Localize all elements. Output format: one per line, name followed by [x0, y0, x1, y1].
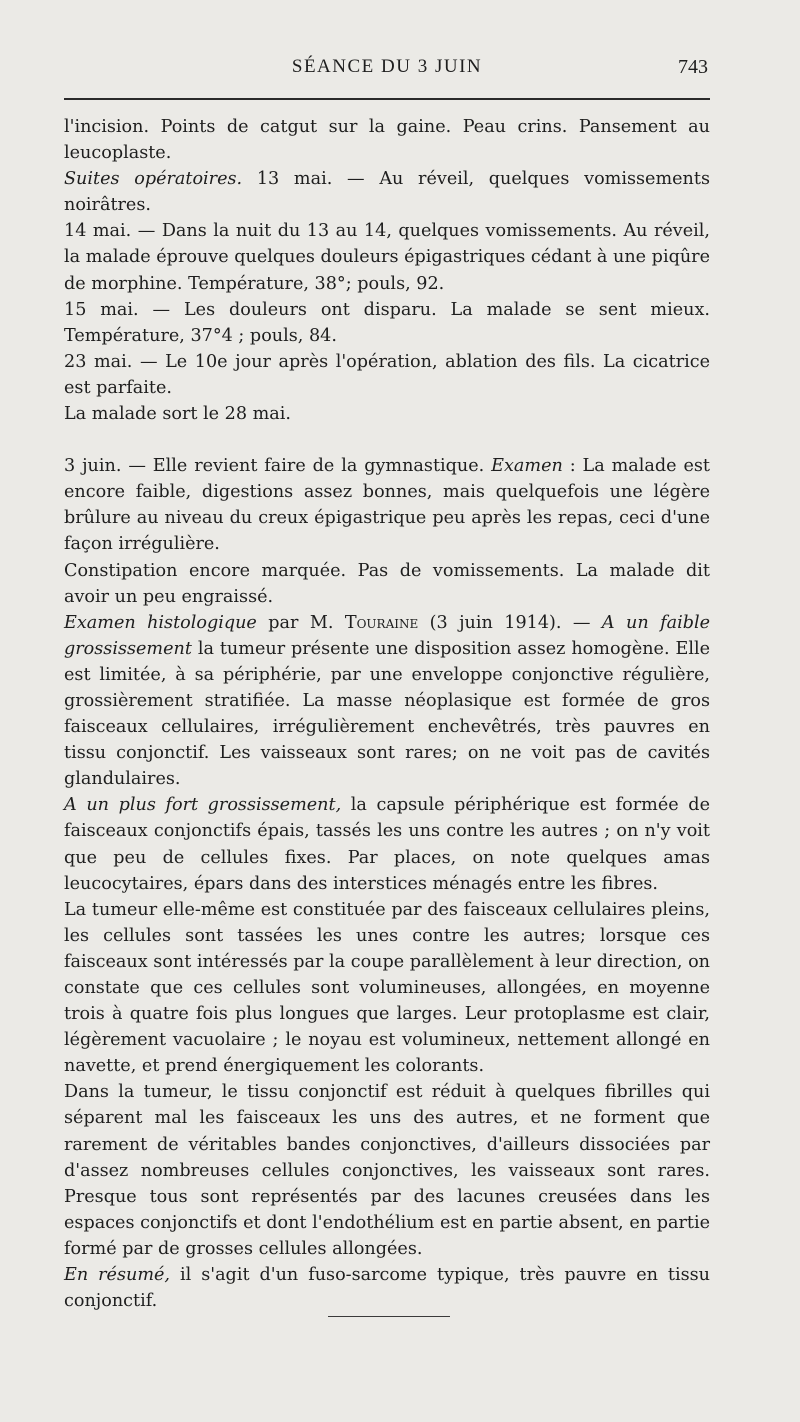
italic-text: A un plus fort grossissement,: [64, 795, 342, 816]
text-run: Dans la tumeur, le tissu conjonctif est réduit à quelques fibrilles qui séparent mal les faisceaux les uns des autres, et ne forment que rarement de véritables bandes conjonctives, d'ailleurs dissociées par d'assez nombreuses cellules conjonctives, les vaisseaux sont rares. Presque tous sont représentés par des lacunes creusées dans les espaces conjonctifs et dont l'endothélium est en partie absent, en partie formé par de grosses cellules allongées.: [64, 1082, 710, 1259]
text-run: par M.: [256, 612, 345, 633]
paragraph: [64, 297, 710, 349]
running-title: SÉANCE DU 3 JUIN: [291, 56, 483, 77]
paragraph: [64, 792, 710, 896]
text-run: 14 mai. — Dans la nuit du 13 au 14, quelques vomissements. Au réveil, la malade éprouve quelques douleurs épigastriques cédant à une piqûre de morphine. Température, 38°; pouls, 92.: [64, 221, 710, 294]
paragraph: [64, 349, 710, 401]
text-run: la tumeur présente une disposition assez homogène. Elle est limitée, à sa périphérie, par une enveloppe conjonctive régulière, grossièrement stratifiée. La masse néoplasique est formée de gros faisceaux cellulaires, irrégulièrement enchevêtrés, très pauvres en tissu conjonctif. Les vaisseaux sont rares; on ne voit pas de cavités glandulaires.: [64, 638, 710, 790]
text-run: (3 juin 1914). —: [418, 612, 602, 633]
text-run: : La malade est encore faible, digestions assez bonnes, mais quelquefois une légère brûlure au niveau du creux épigastrique peu après les repas, ceci d'une façon irrégulière.: [64, 456, 710, 555]
text-run: la capsule périphérique est formée de faisceaux conjonctifs épais, tassés les uns contre les autres ; on n'y voit que peu de cellules fixes. Par places, on note quelques amas leucocytaires, épars dans des interstices ménagés entre les fibres.: [64, 795, 710, 894]
italic-text: Examen histologique: [64, 612, 257, 633]
paragraph: [64, 218, 710, 296]
text-run: La tumeur elle-même est constituée par des faisceaux cellulaires pleins, les cellules sont tassées les unes contre les autres; lorsque ces faisceaux sont intéressés par la coupe parallèlement à leur direction, on constate que ces cellules sont volumineuses, allongées, en moyenne trois à quatre fois plus longues que larges. Leur protoplasme est clair, légèrement vacuolaire ; le noyau est volumineux, nettement allongé en navette, et prend énergiquement les colorants.: [64, 899, 710, 1077]
paragraph: [64, 610, 710, 793]
text-run: 13 mai. — Au réveil, quelques vomissements noirâtres.: [64, 169, 710, 216]
paragraph: [64, 401, 710, 427]
text-run: 15 mai. — Les douleurs ont disparu. La malade se sent mieux. Température, 37°4 ; pouls, 84.: [64, 299, 710, 346]
text-run: 3 juin. — Elle revient faire de la gymnastique.: [64, 456, 492, 477]
text-run: l'incision. Points de catgut sur la gaine. Peau crins. Pansement au leucoplaste.: [64, 117, 710, 164]
page-number: 743: [678, 56, 708, 78]
paragraph: [64, 1262, 710, 1314]
paragraph: [64, 114, 710, 166]
header-rule: [64, 98, 710, 100]
paragraph: [64, 558, 710, 610]
text-run: La malade sort le 28 mai.: [64, 404, 292, 425]
italic-text: En résumé,: [64, 1265, 171, 1286]
end-rule: [328, 1316, 450, 1317]
page-header: [64, 56, 710, 86]
italic-text: Examen: [491, 456, 563, 477]
text-run: il s'agit d'un fuso-sarcome typique, très pauvre en tissu conjonctif.: [64, 1265, 710, 1312]
italic-text: A un faible grossissement: [64, 612, 710, 659]
text-run: 23 mai. — Le 10e jour après l'opération, ablation des fils. La cicatrice est parfaite.: [64, 351, 710, 398]
paragraph: [64, 166, 710, 218]
paragraph: [64, 897, 710, 1080]
text-run: Constipation encore marquée. Pas de vomissements. La malade dit avoir un peu engraissé.: [64, 560, 710, 607]
paragraph: [64, 1079, 710, 1262]
italic-text: Suites opératoires.: [64, 169, 243, 190]
paragraph: [64, 453, 710, 557]
paragraph-gap: [64, 427, 710, 453]
body-text: [64, 114, 710, 1314]
author-name: Touraine: [344, 612, 419, 633]
